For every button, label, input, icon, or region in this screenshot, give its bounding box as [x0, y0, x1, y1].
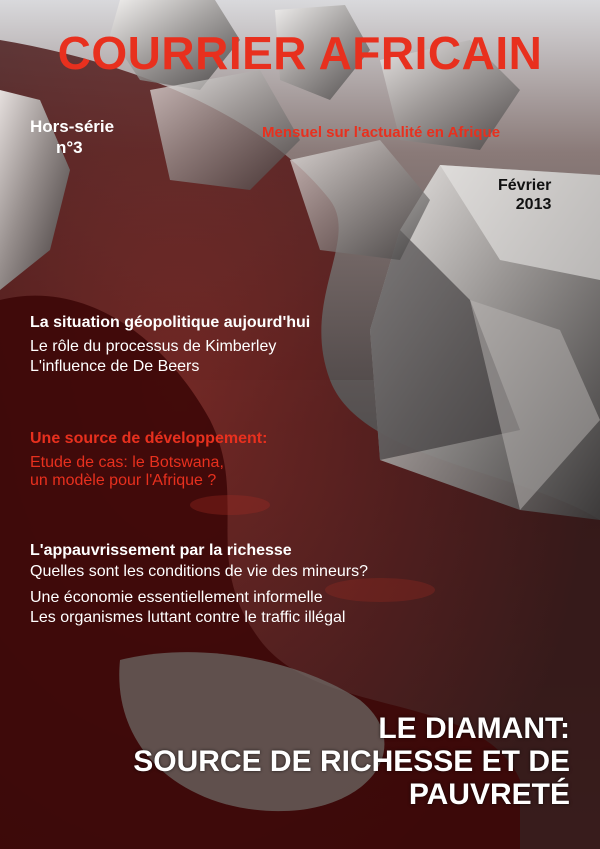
masthead-title: COURRIER AFRICAIN	[57, 27, 543, 79]
headline-line-2: SOURCE DE RICHESSE ET DE	[133, 745, 570, 778]
section4-line-1: Une économie essentiellement informelle	[30, 589, 323, 606]
headline-line-3: PAUVRETÉ	[408, 778, 570, 811]
issue-month: Février	[498, 177, 552, 194]
section2-line-1: Etude de cas: le Botswana,	[30, 454, 224, 471]
section2-heading: Une source de développement:	[30, 430, 268, 447]
section4-line-2: Les organismes luttant contre le traffic illégal	[30, 609, 346, 626]
issue-series: Hors-série	[30, 117, 115, 136]
issue-label	[30, 116, 114, 158]
issue-date	[498, 176, 551, 214]
headline-line-1: LE DIAMANT:	[378, 712, 570, 745]
section1-line-1: Le rôle du processus de Kimberley	[30, 338, 277, 355]
issue-year: 2013	[515, 196, 552, 213]
section3-line-1: Quelles sont les conditions de vie des mineurs?	[30, 563, 368, 580]
section3-heading: L'appauvrissement par la richesse	[30, 542, 292, 559]
cover-headline	[133, 712, 570, 811]
section1-heading: La situation géopolitique aujourd'hui	[30, 314, 311, 331]
tagline: Mensuel sur l'actualité en Afrique	[262, 124, 501, 141]
issue-number: n°3	[56, 138, 83, 157]
section2-line-2: un modèle pour l'Afrique ?	[30, 472, 217, 489]
section1-line-2: L'influence de De Beers	[30, 358, 200, 375]
